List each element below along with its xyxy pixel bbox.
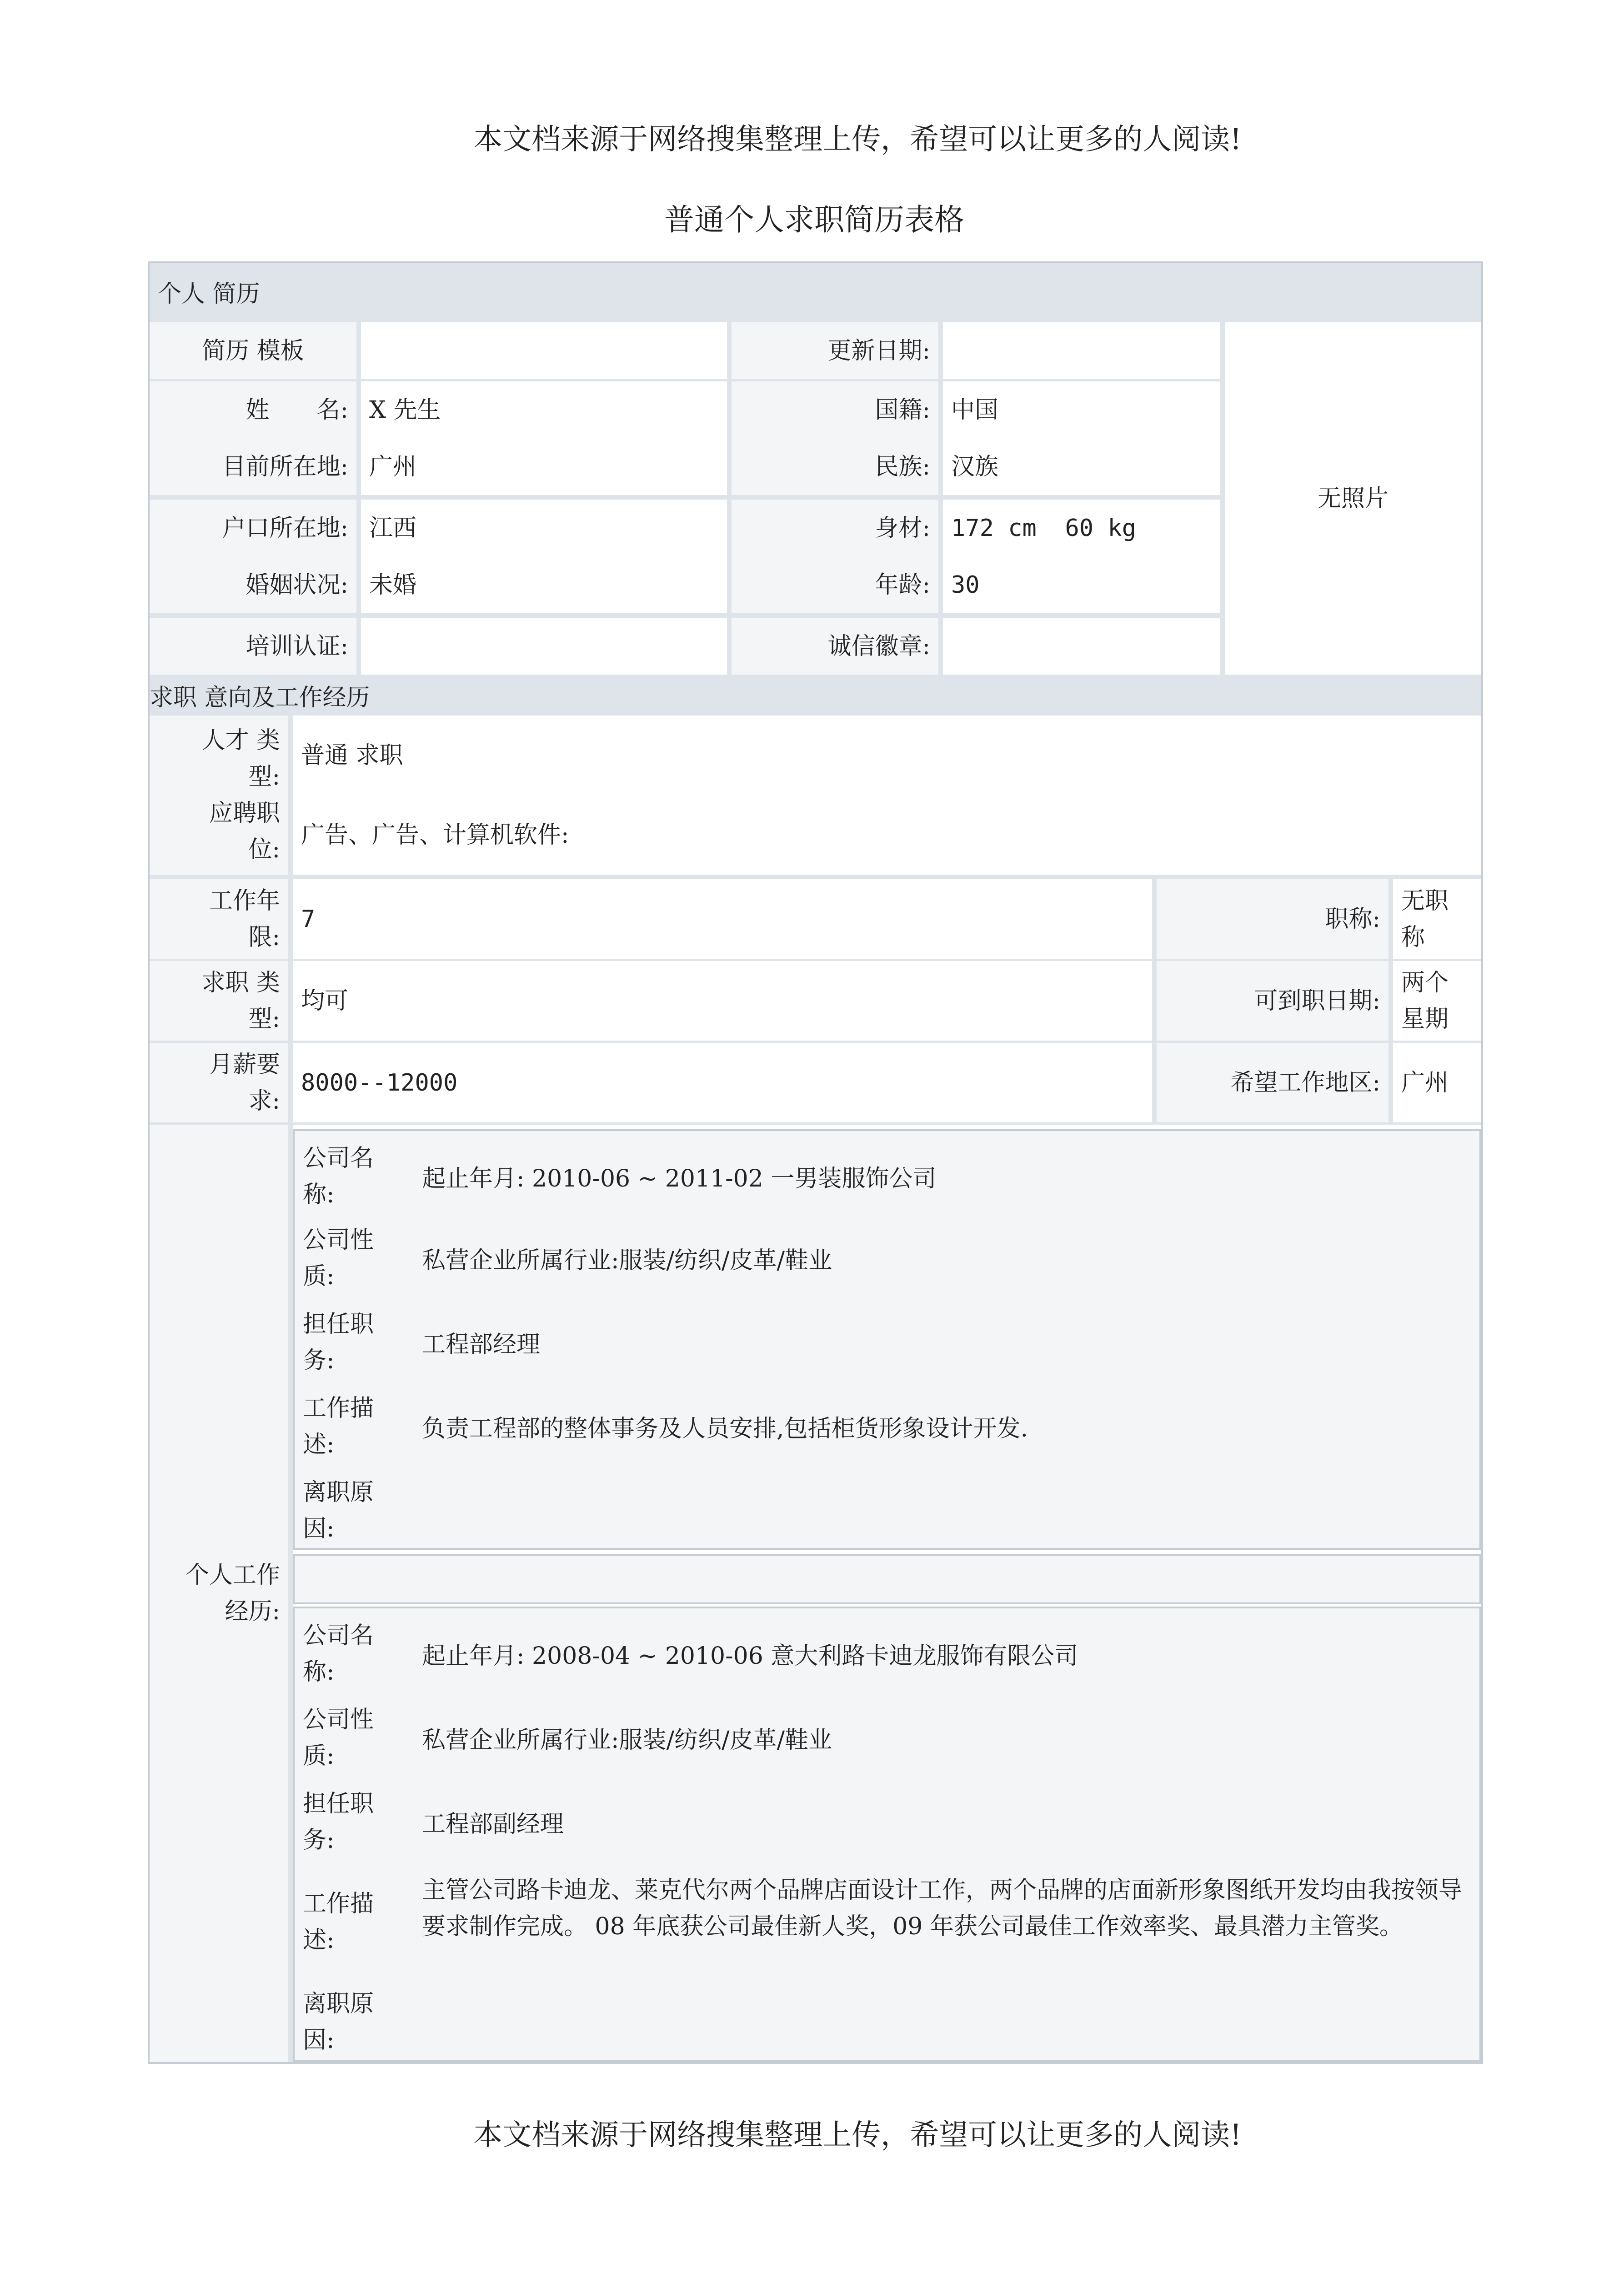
job1-desc-label-2: 述: xyxy=(303,1431,335,1458)
ethnicity-value: 汉族 xyxy=(943,438,1220,495)
resume-table xyxy=(148,261,1483,2064)
job2-nature-label-2: 质: xyxy=(303,1742,335,1770)
job2-role-label-2: 务: xyxy=(303,1827,335,1854)
training-value xyxy=(361,618,727,675)
hukou-label: 户口所在地: xyxy=(150,500,356,556)
integrity-value xyxy=(943,618,1220,675)
job1-desc-label-1: 工作描 xyxy=(303,1395,374,1422)
job2-leave-row xyxy=(295,1986,1479,2063)
age-label: 年龄: xyxy=(732,556,938,613)
source-notice-bottom: 本文档来源于网络搜集整理上传，希望可以让更多的人阅读! xyxy=(473,2118,1242,2152)
job1-role-label-2: 务: xyxy=(303,1347,335,1374)
section-title-intent: 求职 意向及工作经历 xyxy=(150,684,370,711)
template-value xyxy=(361,322,727,379)
job1-leave-label-1: 离职原 xyxy=(303,1479,374,1506)
marital-label: 婚姻状况: xyxy=(150,556,356,613)
job1-desc-row xyxy=(295,1390,1479,1467)
job1-nature-label-2: 质: xyxy=(303,1263,335,1290)
job1-company-row xyxy=(295,1140,1479,1217)
salary-label xyxy=(150,1043,288,1122)
job2-company-value: 起止年月: 2008-04 ~ 2010-06 意大利路卡迪龙服饰有限公司 xyxy=(422,1642,1078,1670)
job2-company-label-2: 称: xyxy=(303,1658,335,1686)
age-value: 30 xyxy=(943,556,1220,613)
location-label: 目前所在地: xyxy=(150,438,356,495)
salary-label-line1: 月薪要 xyxy=(209,1051,280,1078)
talent-position-labels xyxy=(150,716,288,875)
job2-desc-label-2: 述: xyxy=(303,1927,335,1954)
location-value: 广州 xyxy=(361,438,727,495)
nationality-value: 中国 xyxy=(943,381,1220,438)
jobtype-label xyxy=(150,961,288,1041)
job2-nature-row xyxy=(295,1702,1479,1779)
position-value: 广告、广告、计算机软件: xyxy=(293,795,1481,875)
job1-role-value: 工程部经理 xyxy=(422,1331,541,1358)
talent-value: 普通 求职 xyxy=(293,716,1481,795)
job2-desc-label-1: 工作描 xyxy=(303,1890,374,1918)
experience-label xyxy=(150,1125,288,2062)
marital-value: 未婚 xyxy=(361,556,727,613)
job-entry-1 xyxy=(293,1129,1481,1550)
job2-company-label-1: 公司名 xyxy=(303,1622,374,1649)
job-spacer xyxy=(293,1554,1481,1604)
position-label-line1: 应聘职 xyxy=(209,800,280,827)
job2-leave-label-2: 因: xyxy=(303,2027,335,2054)
jobtype-label-line1: 求职 类 xyxy=(201,969,280,996)
salary-value: 8000--12000 xyxy=(293,1043,1152,1122)
job2-role-row xyxy=(295,1786,1479,1863)
available-label: 可到职日期: xyxy=(1157,961,1388,1041)
title-value-line2: 称 xyxy=(1401,923,1425,951)
talent-label-line2: 型: xyxy=(248,763,280,791)
job1-leave-row xyxy=(295,1474,1479,1552)
job1-role-label-1: 担任职 xyxy=(303,1311,374,1338)
available-value-line2: 星期 xyxy=(1401,1005,1449,1033)
job-entry-2 xyxy=(293,1607,1481,2062)
job2-nature-label-1: 公司性 xyxy=(303,1706,374,1733)
job1-company-value: 起止年月: 2010-06 ~ 2011-02 一男装服饰公司 xyxy=(422,1165,937,1192)
job1-nature-label-1: 公司性 xyxy=(303,1227,374,1254)
years-label-line2: 限: xyxy=(248,923,280,951)
hukou-value: 江西 xyxy=(361,500,727,556)
job2-role-label-1: 担任职 xyxy=(303,1790,374,1817)
integrity-label: 诚信徽章: xyxy=(732,618,938,675)
job2-role-value: 工程部副经理 xyxy=(422,1811,564,1838)
position-label-line2: 位: xyxy=(248,836,280,863)
title-value-line1: 无职 xyxy=(1401,887,1449,915)
talent-label-line1: 人才 类 xyxy=(201,727,280,754)
job1-nature-value: 私营企业所属行业:服装/纺织/皮革/鞋业 xyxy=(422,1247,832,1274)
job1-desc-value: 负责工程部的整体事务及人员安排,包括柜货形象设计开发. xyxy=(422,1415,1028,1442)
experience-label-line2: 经历: xyxy=(225,1598,280,1625)
available-value xyxy=(1393,961,1481,1041)
job1-company-label-1: 公司名 xyxy=(303,1145,374,1172)
years-label xyxy=(150,879,288,959)
years-label-line1: 工作年 xyxy=(209,887,280,915)
jobtype-label-line2: 型: xyxy=(248,1005,280,1033)
job2-desc-row xyxy=(295,1872,1479,1981)
salary-label-line2: 求: xyxy=(248,1087,280,1115)
job2-company-row xyxy=(295,1617,1479,1695)
nationality-label: 国籍: xyxy=(732,381,938,438)
section-title-personal: 个人 简历 xyxy=(158,280,260,308)
updated-value xyxy=(943,322,1220,379)
job2-desc-value: 主管公司路卡迪龙、莱克代尔两个品牌店面设计工作，两个品牌的店面新形象图纸开发均由我按领导要求制作完成。 08 年底获公司最佳新人奖，09 年获公司最佳工作效率奖、最具潜力主管奖。 xyxy=(422,1877,1463,1940)
body-value: 172 cm 60 kg xyxy=(943,500,1220,556)
section-header-intent xyxy=(150,677,1481,713)
training-label: 培训认证: xyxy=(150,618,356,675)
job2-leave-label-1: 离职原 xyxy=(303,1990,374,2018)
ethnicity-label: 民族: xyxy=(732,438,938,495)
area-value: 广州 xyxy=(1393,1043,1481,1122)
jobtype-value: 均可 xyxy=(293,961,1152,1041)
job1-company-label-2: 称: xyxy=(303,1181,335,1208)
template-label: 简历 模板 xyxy=(150,322,356,379)
experience-label-line1: 个人工作 xyxy=(185,1562,280,1589)
area-label: 希望工作地区: xyxy=(1157,1043,1388,1122)
available-value-line1: 两个 xyxy=(1401,969,1449,996)
job2-nature-value: 私营企业所属行业:服装/纺织/皮革/鞋业 xyxy=(422,1727,832,1754)
job1-nature-row xyxy=(295,1222,1479,1299)
body-label: 身材: xyxy=(732,500,938,556)
years-value: 7 xyxy=(293,879,1152,959)
section-header-personal xyxy=(150,263,1481,320)
source-notice-top: 本文档来源于网络搜集整理上传，希望可以让更多的人阅读! xyxy=(473,123,1242,156)
page-title: 普通个人求职简历表格 xyxy=(664,202,964,237)
title-value xyxy=(1393,879,1481,959)
updated-label: 更新日期: xyxy=(732,322,938,379)
title-label: 职称: xyxy=(1157,879,1388,959)
photo-placeholder: 无照片 xyxy=(1225,322,1481,675)
name-value: X 先生 xyxy=(361,381,727,438)
job1-leave-label-2: 因: xyxy=(303,1515,335,1542)
name-label: 姓 名: xyxy=(150,381,356,438)
job1-role-row xyxy=(295,1306,1479,1383)
